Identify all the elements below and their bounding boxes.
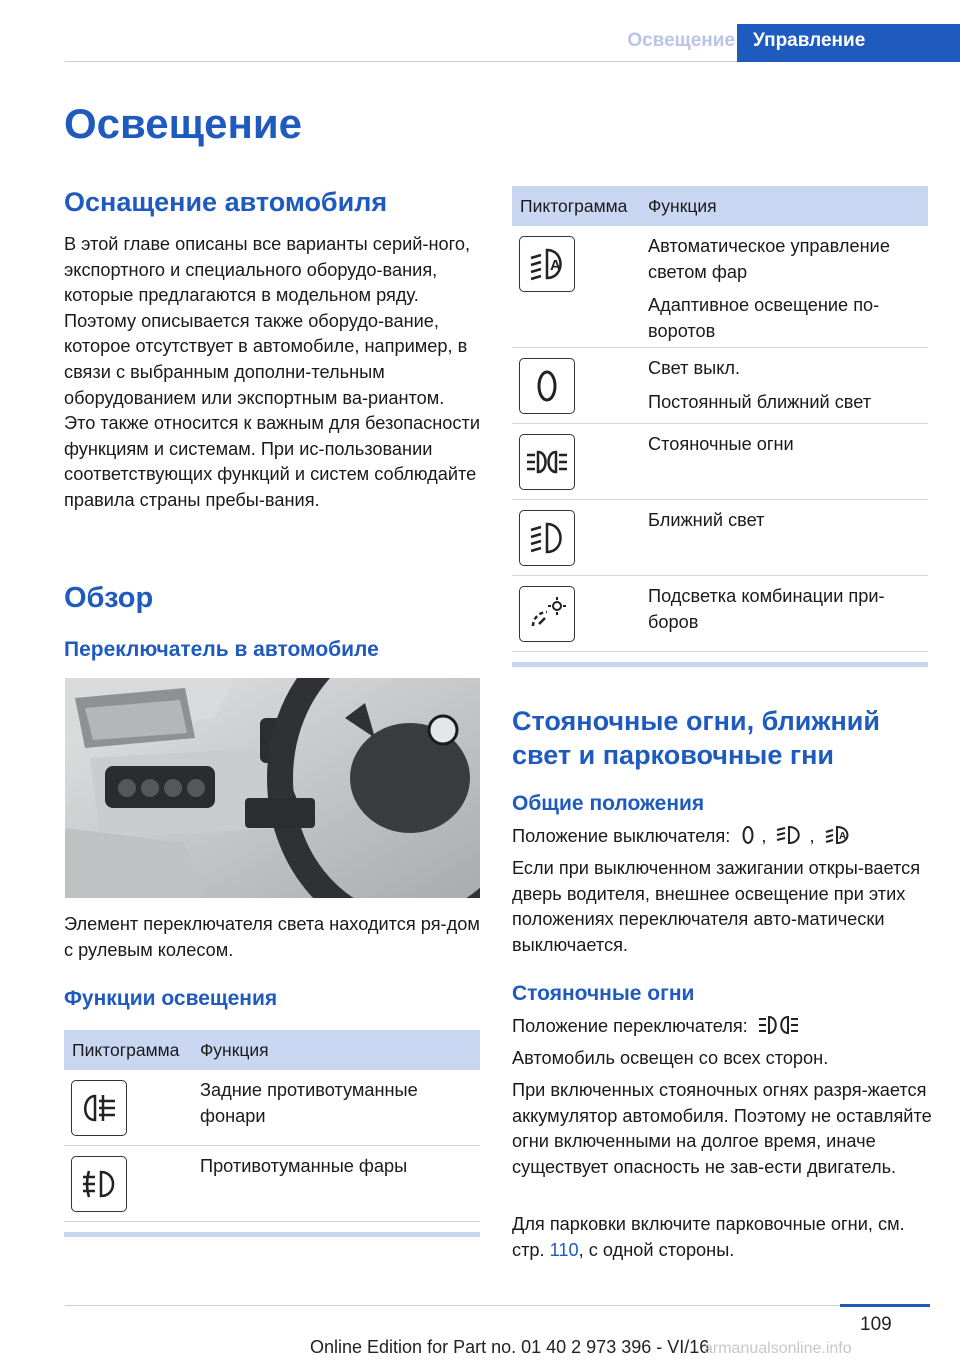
footer-accent	[840, 1304, 930, 1307]
functions-heading: Функции освещения	[64, 987, 278, 1010]
section-heading: Стояночные огни, ближний свет и парковочные гни	[512, 706, 880, 770]
lighting-functions-table-left	[64, 1030, 480, 1237]
column-header-icon: Пиктограмма	[520, 195, 628, 216]
parking-lights-icon	[519, 434, 575, 490]
rear-fog-lamp-icon	[71, 1080, 127, 1136]
svg-text:A: A	[838, 831, 846, 842]
separator: ,	[809, 826, 815, 846]
parking-text-3-before: Для парковки включите парковочные огни, см. стр.	[512, 1214, 905, 1260]
table-row	[512, 226, 928, 348]
table-row	[512, 500, 928, 576]
table-header	[64, 1030, 480, 1070]
table-row	[512, 348, 928, 424]
watermark: armanualsonline.info	[704, 1340, 852, 1357]
lights-off-icon	[519, 358, 575, 414]
table-row	[64, 1146, 480, 1222]
low-beam-icon	[519, 510, 575, 566]
table-row	[64, 1070, 480, 1146]
front-fog-lamp-icon	[71, 1156, 127, 1212]
footer-rule	[65, 1305, 930, 1306]
lights-off-icon	[739, 824, 757, 854]
parking-text-1: Автомобиль освещен со всех сторон.	[512, 1048, 829, 1068]
function-label: Ближний свет	[648, 510, 765, 530]
separator: ,	[761, 826, 767, 846]
function-label: Свет выкл.	[648, 358, 741, 378]
general-text: Если при выключенном зажигании откры-вается дверь водителя, внешнее освещение при этих положениях переключателя авто-матически выключается.	[512, 858, 921, 955]
function-label: Постоянный ближний свет	[648, 391, 872, 412]
auto-headlight-icon	[519, 236, 575, 292]
switch-text: Элемент переключателя света находится ря-дом с рулевым колесом.	[64, 914, 480, 960]
function-label: Подсветка комбинации при-боров	[648, 586, 885, 632]
auto-headlight-icon	[824, 824, 854, 854]
function-label: Задние противотуманные фонари	[200, 1080, 418, 1126]
parking-text-3-after: , с одной стороны.	[578, 1239, 735, 1260]
switch-positions-label: Положение выключателя:	[512, 826, 731, 846]
function-label: Адаптивное освещение по-воротов	[648, 295, 880, 341]
parking-heading: Стояночные огни	[512, 982, 695, 1005]
column-header-function: Функция	[648, 195, 717, 216]
table-row	[512, 424, 928, 500]
table-header	[512, 186, 928, 226]
page-number: 109	[860, 1314, 892, 1335]
car-interior-illustration	[65, 678, 480, 898]
table-end-bar	[512, 662, 928, 667]
tab-active[interactable]: Управление	[737, 24, 960, 62]
parking-position-label: Положение переключателя:	[512, 1016, 748, 1036]
function-label: Автоматическое управление светом фар	[648, 236, 890, 282]
function-label: Стояночные огни	[648, 434, 794, 454]
tab-section[interactable]: Освещение	[627, 30, 735, 51]
equipment-text: В этой главе описаны все варианты серий-ного, экспортного и специального оборудо-вания, которые предлагаются в модельном ряду. Поэтому описывается также оборудо-вание, которое отсутствует в автомобиле, например, в связи с выбранным дополни-тельным оборудованием или экспортным ва-риантом. Это также относится к важным для безопасности функциям и системам. При ис-пользовании соответствующих функций и систем соблюдайте правила страны пребы-вания.	[64, 234, 481, 510]
switch-positions-line	[512, 824, 932, 854]
general-heading: Общие положения	[512, 792, 705, 815]
table-row	[512, 576, 928, 652]
parking-lights-icon	[757, 1014, 801, 1044]
overview-heading: Обзор	[64, 582, 154, 614]
table-end-bar	[64, 1232, 480, 1237]
edition-note: Online Edition for Part no. 01 40 2 973 396 - VI/16	[310, 1337, 710, 1357]
instrument-lighting-icon	[519, 586, 575, 642]
function-label: Противотуманные фары	[200, 1156, 408, 1176]
parking-text-2: При включенных стояночных огнях разря-жается аккумулятор автомобиля. Поэтому не оставляйте огни включенными на долгое время, иначе существует опасность не зав-ести двигатель.	[512, 1080, 932, 1177]
parking-position-line	[512, 1014, 932, 1044]
parking-text-3	[512, 1212, 932, 1263]
switch-heading: Переключатель в автомобиле	[64, 638, 379, 661]
header-rule	[65, 61, 737, 62]
lighting-functions-table-right	[512, 186, 928, 667]
page-link-110[interactable]: 110	[549, 1239, 579, 1260]
car-interior-photo	[65, 678, 480, 898]
equipment-heading: Оснащение автомобиля	[64, 187, 388, 217]
page-title: Освещение	[64, 100, 302, 147]
svg-text:A: A	[550, 257, 561, 274]
column-header-function: Функция	[200, 1039, 269, 1060]
low-beam-icon	[775, 824, 805, 854]
column-header-icon: Пиктограмма	[72, 1039, 180, 1060]
